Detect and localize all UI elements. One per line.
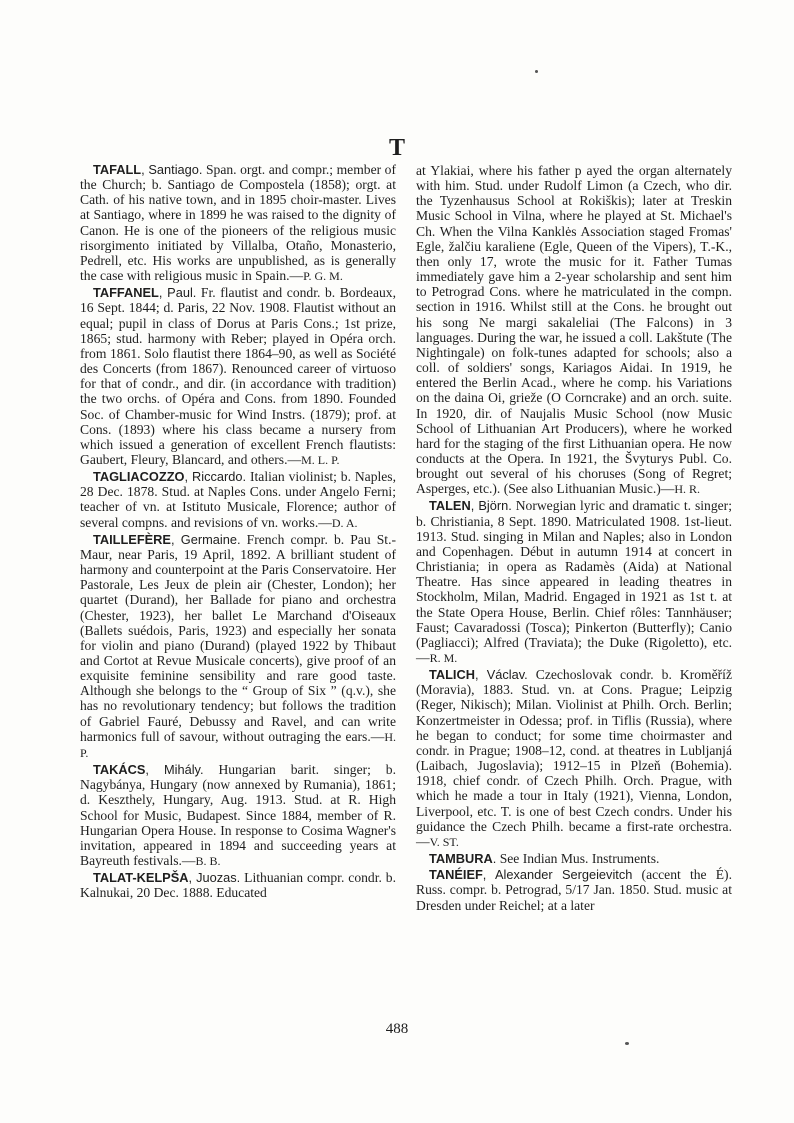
entry-body: Czechoslovak condr. b. Kroměříž (Moravia), 1883. Stud. vn. at Cons. Prague; Leipzig (Reger, Nikisch); Milan. Violinist at Philh. Orch. Berlin; Konzertmeister in Odessa; prof. in Tiflis (Russia), where he began to conduct; for some time choirmaster and condr. in Prague; 1908–12, cond. at theatres in Lubljanjá (Laibach, Jugoslavia); 1912–15 in Plzeň (Bohemia). 1918, chief condr. of Czech Philh. Orch. Prague, with which he made a tour in Italy (1921), Vienna, London, Liverpool, etc. T. is one of best Czech condrs. Under his guidance the Czech Philh. became a first-rate orchestra.— [416,667,732,849]
entry-body: See Indian Mus. Instruments. [496,851,660,867]
dictionary-entry [416,163,732,497]
dictionary-entry [80,162,396,284]
entry-signature: M. L. P. [301,452,340,467]
entry-headword: TAMBURA [429,851,493,867]
entry-body: Fr. flautist and condr. b. Bordeaux, 16 Sept. 1844; d. Paris, 22 Nov. 1908. Flautist without an equal; pupil in class of Dorus at Paris Cons.; 1st prize, 1865; stud. harmony with Reber; played in Opéra orch. from 1861. Solo flautist there 1864–90, as well as Société des Concerts (from 1867). Renounced career of virtuoso for that of condr., and dir. (in accordance with tradition) the two orchs. of Opéra and Cons. from 1890. Founded Soc. of Chamber-music for Wind Instrs. (1879); prof. at Cons. (1893) where his class became a nursery from which issued a generation of excellent French flautists: Gaubert, Fleury, Blancard, and others.— [80,285,396,467]
entry-name: , Paul. [158,285,197,301]
entry-name: , Juozas. [188,870,241,886]
dictionary-entry [80,870,396,900]
entry-headword: TAFALL [93,162,142,177]
entry-headword: TALAT-KELPŠA [93,870,189,886]
dictionary-entry [416,498,732,666]
ink-speck [625,1042,629,1045]
dictionary-entry [416,667,732,850]
dictionary-entry [80,285,396,468]
entry-heading [429,498,512,513]
entry-headword: TAILLEFÈRE [93,531,171,547]
entry-headword: TANÉIEF [429,867,483,883]
page-letter: T [388,135,405,161]
dictionary-entry [416,867,732,912]
entry-signature: V. ST. [429,834,459,849]
entry-heading [429,667,528,682]
entry-headword: TALICH [429,667,475,683]
entry-name: , Santiago. [141,162,203,177]
dictionary-entry [80,532,396,761]
entry-name: , Germaine. [170,531,241,547]
entry-heading [93,469,246,484]
entry-name: , Riccardo. [184,469,247,485]
entry-heading [93,162,202,177]
entry-body: Italian violinist; b. Naples, 28 Dec. 1878. Stud. at Naples Cons. under Angelo Ferni; teacher of vn. at Istituto Musicale, Florence; author of several compns. and revisions of vn. works.— [80,469,396,530]
dictionary-entry [416,851,732,866]
entry-headword: TAGLIACOZZO [93,469,185,485]
entry-signature: D. A. [331,515,358,530]
entry-body: at Ylakiai, where his father p ayed the organ alternately with him. Stud. under Rudolf Limon (a Czech, who dir. the Tyzenhausus School at Rokiškis); later at Treskin Music School in Vilna, where he played at St. Michael's Ch. When the Vilna Kanklės Association staged Fromas' Egle, žalčiu karaliene (Egle, Queen of the Vipers), T.-K., then only 17, wrote the music for it. Father Tumas immediately gave him a 2-year scholarship and sent him to Petrograd Cons. where he matriculated in the compn. section in 1916. Whilst still at the Cons. he brought out his song Ne margi sakaleliai (The Falcons) in 3 languages. During the war, he issued a coll. Lakštute (The Nightingale) on folk-tunes adapted for schools; also a coll. of soldiers' songs, Kariagos Aidai. In 1919, he entered the Berlin Acad., where he comp. his Variations on the daina Oi, grieže (O Corncrake) and an orch. suite. In 1920, dir. of Naujalis Music School (now Music School of Lithuanian Art Producers), where he worked hard for the staging of the first Lithuanian opera. He now conducts at the Opera. In 1921, the Švyturys Publ. Co. brought out several of his choruses (Song of Regret; Asperges, etc.). (See also Lithuanian Music.)— [416,163,732,497]
entry-signature: R. M. [429,651,458,665]
entry-signature: H. R. [674,482,701,497]
entry-name: , Václav. [474,667,528,683]
right-column [416,163,732,914]
entry-headword: TAKÁCS [93,762,146,778]
entry-signature: B. B. [195,854,221,869]
entry-body: Hungarian barit. singer; b. Nagybánya, Hungary (now annexed by Rumania), 1861; d. Keszthely, Hungary, Aug. 1913. Stud. at R. High School for Music, Budapest. Since 1884, member of R. Hungarian Opera House. In response to Cosima Wagner's invitation, appeared in 1894 and succeeding years at Bayreuth festivals.— [80,762,396,869]
entry-signature: P. G. M. [303,269,343,284]
entry-body: Lithuanian compr. condr. b. Kalnukai, 20 Dec. 1888. Educated [80,870,397,901]
entry-headword: TALEN [429,498,471,514]
entry-body: Norwegian lyric and dramatic t. singer; b. Christiania, 8 Sept. 1890. Matriculated 1908. 1st-lieut. 1913. Stud. singing in Milan and Naples; also in London and Copenhagen. Début in autumn 1914 at concert in Christiania; in opera as Radamès (Aida) at National Theatre. Has since appeared in leading theatres in Stockholm, Milan, Madrid. Engaged in 1921 as 1st t. at the State Opera House, Berlin. Chief rôles: Tannhäuser; Faust; Cavaradossi (Tosca); Pinkerton (Butterfly); Canio (Pagliacci); Alfred (Traviata); the Duke (Rigoletto), etc.— [416,498,732,665]
entry-headword: TAFFANEL [93,285,159,301]
entry-heading [93,532,241,547]
entry-heading [93,870,240,885]
entry-heading [93,285,196,300]
entry-body: (accent the É). Russ. compr. b. Petrograd, 5/17 Jan. 1850. Stud. music at Dresden under Reichel; at a later [416,867,732,913]
entry-name: , Mihály. [145,762,204,778]
entry-heading [93,762,204,777]
entry-heading [429,867,632,882]
entry-signature: H. P. [80,729,396,760]
entry-heading [429,851,496,866]
left-column [80,162,396,902]
entry-body: French compr. b. Pau St.-Maur, near Paris, 19 April, 1892. A brilliant student of harmony and counterpoint at the Paris Conservatoire. Her Pastorale, Les Jeux de plein air (Chester, London); her quartet (Durand), her Ballade for piano and orchestra (Chester, 1923), her ballet Le Marchand d'Oiseaux (Ballets suédois, Paris, 1923) and especially her sonata for violin and piano (Durand) (played 1922 by Thibaut and Cortot at Revue Musicale concerts), give proof of an exquisite feminine sensibility and rare good taste. Although she belongs to the “ Group of Six ” (q.v.), she has no revolutionary tendency; but follows the tradition of Gabriel Fauré, Debussy and Ravel, and can write harmonics full of savour, without outraging the ears.— [80,531,396,744]
dictionary-entry [80,762,396,869]
entry-name: . [492,851,497,867]
entry-body: Span. orgt. and compr.; member of the Church; b. Santiago de Compostela (1858); orgt. at Cath. of his native town, and in 1895 choir-master. Lives at Santiago, where in 1899 he was raised to the dignity of Canon. He is one of the pioneers of the religious music risorgimento initiated by Villalba, Otaño, Monasterio, Pedrell, etc. His works are unpublished, as is generally the case with religious music in Spain.— [80,162,397,284]
entry-name: , Alexander Sergeievitch [482,867,633,883]
entry-name: , Björn. [470,498,512,514]
ink-speck [535,70,538,73]
dictionary-entry [80,469,396,531]
page-number: 488 [385,1021,409,1037]
